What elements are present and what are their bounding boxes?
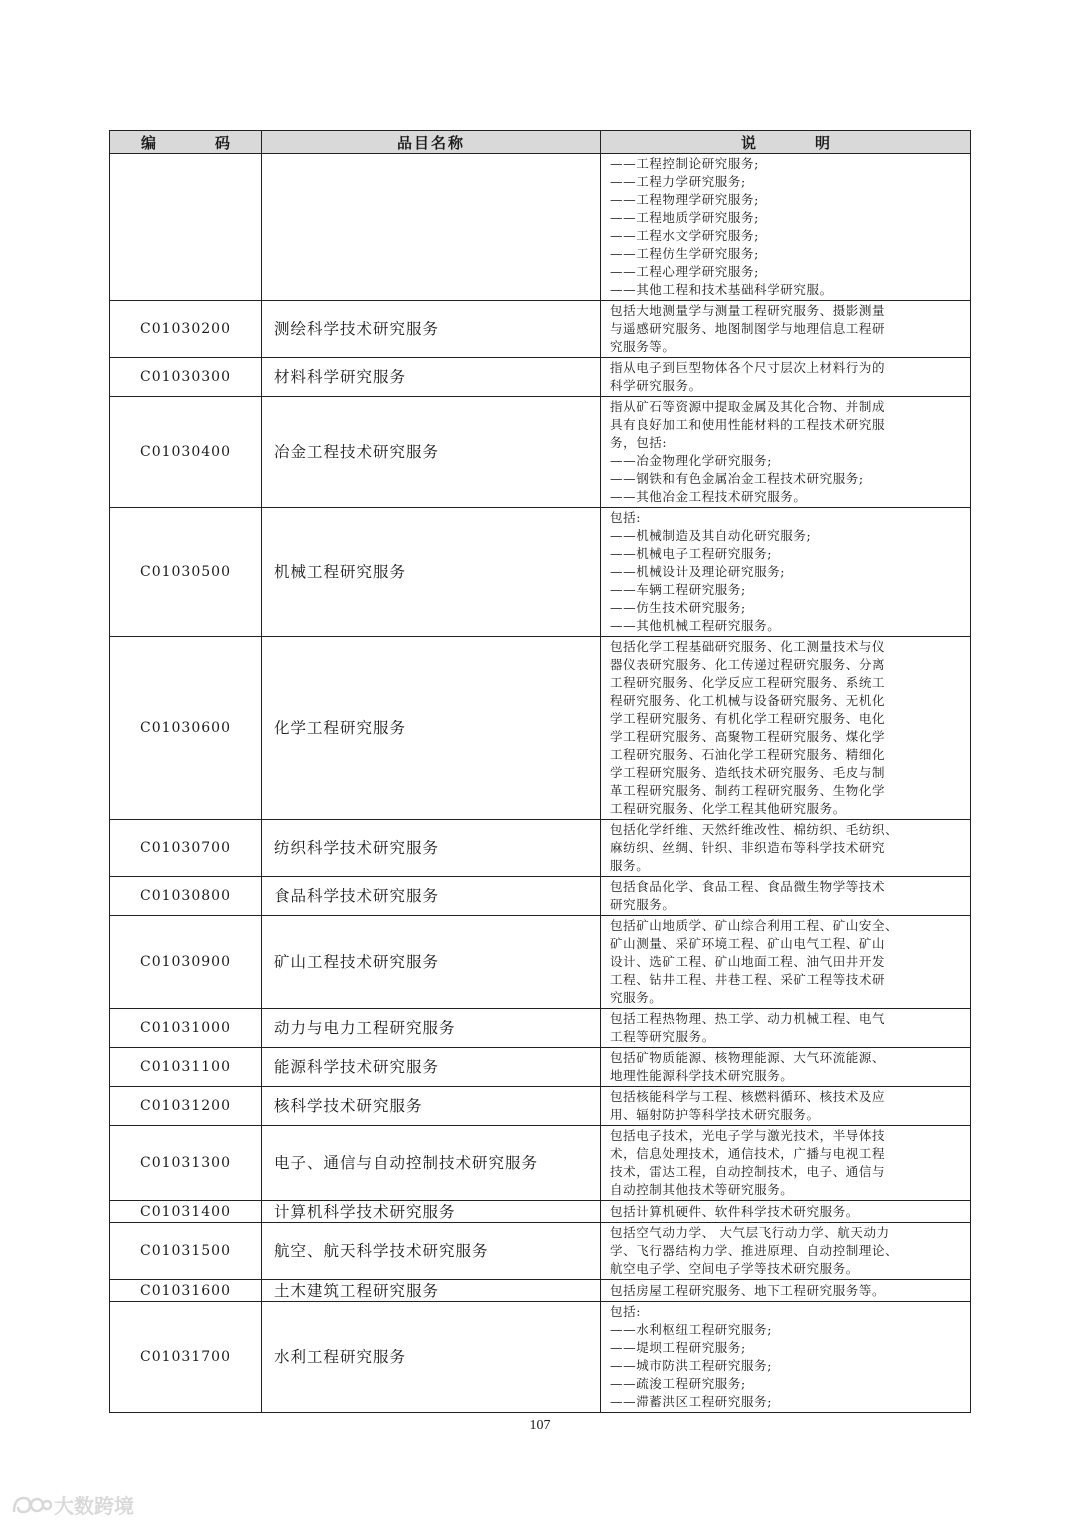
description-line: 工程研究服务、化学工程其他研究服务。 bbox=[610, 801, 846, 816]
item-name: 核科学技术研究服务 bbox=[274, 1097, 423, 1115]
description-line: ——其他机械工程研究服务。 bbox=[610, 618, 781, 633]
item-name-cell bbox=[262, 1201, 601, 1223]
description-line: 包括食品化学、食品工程、食品微生物学等技术 bbox=[610, 879, 886, 894]
description-line: ——工程心理学研究服务; bbox=[610, 264, 759, 279]
description-line: ——工程力学研究服务; bbox=[610, 174, 746, 189]
description-line: ——冶金物理化学研究服务; bbox=[610, 453, 773, 468]
description-line: 包括化学纤维、天然纤维改性、棉纺织、毛纺织、 bbox=[610, 822, 899, 837]
description-line: 工程研究服务、石油化学工程研究服务、精细化 bbox=[610, 747, 886, 762]
description-line: ——工程物理学研究服务; bbox=[610, 192, 759, 207]
item-name-cell bbox=[262, 637, 601, 820]
table-row bbox=[110, 397, 971, 508]
description-line: ——水利枢纽工程研究服务; bbox=[610, 1322, 773, 1337]
description-line: ——其他冶金工程技术研究服务。 bbox=[610, 489, 807, 504]
description-line: 包括: bbox=[610, 510, 642, 525]
item-description bbox=[601, 877, 971, 916]
description-line: 包括电子技术，光电子学与激光技术，半导体技 bbox=[610, 1128, 886, 1143]
item-name-cell bbox=[262, 358, 601, 397]
item-name-cell bbox=[262, 1280, 601, 1302]
description-line: 包括房屋工程研究服务、地下工程研究服务等。 bbox=[610, 1282, 886, 1298]
description-line: 器仪表研究服务、化工传递过程研究服务、分离 bbox=[610, 657, 886, 672]
table-row bbox=[110, 916, 971, 1009]
item-description bbox=[601, 358, 971, 397]
table-row bbox=[110, 301, 971, 358]
description-line: ——工程控制论研究服务; bbox=[610, 156, 759, 171]
item-catalog-table bbox=[109, 130, 971, 1413]
description-line: 包括空气动力学、 大气层飞行动力学、航天动力 bbox=[610, 1225, 890, 1240]
description-line: ——城市防洪工程研究服务; bbox=[610, 1358, 773, 1373]
description-line: 工程研究服务、化学反应工程研究服务、系统工 bbox=[610, 675, 886, 690]
description-line: 包括矿物质能源、核物理能源、大气环流能源、 bbox=[610, 1050, 886, 1065]
description-line: 矿山测量、采矿环境工程、矿山电气工程、矿山 bbox=[610, 936, 886, 951]
item-name-cell bbox=[262, 916, 601, 1009]
item-description bbox=[601, 916, 971, 1009]
description-line: 麻纺织、丝绸、针织、非织造布等科学技术研究 bbox=[610, 840, 886, 855]
description-line: 包括计算机硬件、软件科学技术研究服务。 bbox=[610, 1203, 859, 1219]
item-description bbox=[601, 1048, 971, 1087]
item-code: C01030900 bbox=[110, 916, 262, 1009]
item-name-cell bbox=[262, 301, 601, 358]
item-name: 土木建筑工程研究服务 bbox=[274, 1281, 440, 1300]
item-name-cell bbox=[262, 1087, 601, 1126]
item-description bbox=[601, 1087, 971, 1126]
description-line: ——工程水文学研究服务; bbox=[610, 228, 759, 243]
item-code: C01031300 bbox=[110, 1126, 262, 1201]
page-number: 107 bbox=[529, 1418, 551, 1433]
item-name: 机械工程研究服务 bbox=[274, 563, 407, 581]
table-row bbox=[110, 1201, 971, 1223]
item-name-cell bbox=[262, 508, 601, 637]
table-row bbox=[110, 877, 971, 916]
item-code: C01030500 bbox=[110, 508, 262, 637]
table-row bbox=[110, 154, 971, 301]
table-header-row bbox=[110, 131, 971, 154]
brand-logo-icon bbox=[10, 1492, 52, 1518]
description-line: ——其他工程和技术基础科学研究服。 bbox=[610, 282, 833, 297]
description-line: 究服务。 bbox=[610, 990, 663, 1005]
item-name-cell bbox=[262, 1302, 601, 1413]
description-line: ——机械设计及理论研究服务; bbox=[610, 564, 786, 579]
description-line: 包括工程热物理、热工学、动力机械工程、电气 bbox=[610, 1011, 886, 1026]
item-name: 能源科学技术研究服务 bbox=[274, 1058, 440, 1076]
table-row bbox=[110, 508, 971, 637]
header-desc: 说 明 bbox=[601, 131, 971, 154]
item-name: 材料科学研究服务 bbox=[274, 368, 407, 386]
table-row bbox=[110, 637, 971, 820]
table-body bbox=[110, 154, 971, 1413]
description-line: 指从电子到巨型物体各个尺寸层次上材料行为的 bbox=[610, 360, 886, 375]
item-code: C01030800 bbox=[110, 877, 262, 916]
description-line: 设计、选矿工程、矿山地面工程、油气田井开发 bbox=[610, 954, 886, 969]
description-line: 革工程研究服务、制药工程研究服务、生物化学 bbox=[610, 783, 886, 798]
item-code: C01030600 bbox=[110, 637, 262, 820]
description-line: ——钢铁和有色金属冶金工程技术研究服务; bbox=[610, 471, 864, 486]
item-description bbox=[601, 1302, 971, 1413]
item-code bbox=[110, 154, 262, 301]
description-line: ——车辆工程研究服务; bbox=[610, 582, 746, 597]
description-line: 包括: bbox=[610, 1304, 642, 1319]
item-name: 纺织科学技术研究服务 bbox=[274, 839, 440, 857]
description-line: 务，包括: bbox=[610, 435, 668, 450]
description-line: 工程、钻井工程、井巷工程、采矿工程等技术研 bbox=[610, 972, 886, 987]
item-code: C01031400 bbox=[110, 1201, 262, 1223]
item-description bbox=[601, 301, 971, 358]
item-name-cell bbox=[262, 877, 601, 916]
description-line: 研究服务。 bbox=[610, 897, 676, 912]
description-line: ——工程仿生学研究服务; bbox=[610, 246, 759, 261]
description-line: 工程等研究服务。 bbox=[610, 1029, 715, 1044]
description-line: 包括化学工程基础研究服务、化工测量技术与仪 bbox=[610, 639, 886, 654]
description-line: ——工程地质学研究服务; bbox=[610, 210, 759, 225]
item-description bbox=[601, 1126, 971, 1201]
item-name: 冶金工程技术研究服务 bbox=[274, 443, 440, 461]
item-name-cell bbox=[262, 154, 601, 301]
item-description bbox=[601, 397, 971, 508]
description-line: ——滞蓄洪区工程研究服务; bbox=[610, 1394, 773, 1409]
description-line: ——机械电子工程研究服务; bbox=[610, 546, 773, 561]
item-description bbox=[601, 154, 971, 301]
description-line: ——机械制造及其自动化研究服务; bbox=[610, 528, 812, 543]
table-row bbox=[110, 1223, 971, 1280]
watermark bbox=[10, 1490, 134, 1519]
item-code: C01030700 bbox=[110, 820, 262, 877]
item-code: C01031700 bbox=[110, 1302, 262, 1413]
item-description bbox=[601, 1201, 971, 1223]
description-line: 包括核能科学与工程、核燃料循环、核技术及应 bbox=[610, 1089, 886, 1104]
item-code: C01030400 bbox=[110, 397, 262, 508]
watermark-text: 大数跨境 bbox=[54, 1494, 134, 1518]
description-line: 航空电子学、空间电子学等技术研究服务。 bbox=[610, 1261, 859, 1276]
description-line: 自动控制其他技术等研究服务。 bbox=[610, 1182, 794, 1197]
item-description bbox=[601, 637, 971, 820]
item-description bbox=[601, 1223, 971, 1280]
table-row bbox=[110, 820, 971, 877]
header-name: 品目名称 bbox=[262, 131, 601, 154]
description-line: 程研究服务、化工机械与设备研究服务、无机化 bbox=[610, 693, 886, 708]
description-line: 学工程研究服务、有机化学工程研究服务、电化 bbox=[610, 711, 886, 726]
table-row bbox=[110, 1087, 971, 1126]
item-name-cell bbox=[262, 1048, 601, 1087]
description-line: 科学研究服务。 bbox=[610, 378, 702, 393]
description-line: ——疏浚工程研究服务; bbox=[610, 1376, 746, 1391]
description-line: 指从矿石等资源中提取金属及其化合物、并制成 bbox=[610, 399, 886, 414]
item-description bbox=[601, 508, 971, 637]
description-line: 服务。 bbox=[610, 858, 650, 873]
description-line: 学工程研究服务、造纸技术研究服务、毛皮与制 bbox=[610, 765, 886, 780]
item-name-cell bbox=[262, 1126, 601, 1201]
item-name: 矿山工程技术研究服务 bbox=[274, 953, 440, 971]
item-name: 航空、航天科学技术研究服务 bbox=[274, 1242, 489, 1260]
description-line: 具有良好加工和使用性能材料的工程技术研究服 bbox=[610, 417, 886, 432]
item-code: C01031100 bbox=[110, 1048, 262, 1087]
description-line: 用、辐射防护等科学技术研究服务。 bbox=[610, 1107, 820, 1122]
item-name-cell bbox=[262, 397, 601, 508]
item-code: C01031600 bbox=[110, 1280, 262, 1302]
description-line: 究服务等。 bbox=[610, 339, 676, 354]
table-row bbox=[110, 1302, 971, 1413]
item-code: C01031500 bbox=[110, 1223, 262, 1280]
item-name: 动力与电力工程研究服务 bbox=[274, 1019, 456, 1037]
item-description bbox=[601, 1280, 971, 1302]
item-description bbox=[601, 1009, 971, 1048]
item-code: C01031000 bbox=[110, 1009, 262, 1048]
description-line: 地理性能源科学技术研究服务。 bbox=[610, 1068, 794, 1083]
item-name-cell bbox=[262, 1009, 601, 1048]
table-row bbox=[110, 1009, 971, 1048]
table-row bbox=[110, 1048, 971, 1087]
description-line: 术，信息处理技术，通信技术，广播与电视工程 bbox=[610, 1146, 886, 1161]
item-name-cell bbox=[262, 820, 601, 877]
item-name: 水利工程研究服务 bbox=[274, 1348, 407, 1366]
item-name: 电子、通信与自动控制技术研究服务 bbox=[274, 1154, 539, 1172]
description-line: 学工程研究服务、高聚物工程研究服务、煤化学 bbox=[610, 729, 886, 744]
description-line: 学、飞行器结构力学、推进原理、自动控制理论、 bbox=[610, 1243, 899, 1258]
description-line: 技术，雷达工程，自动控制技术，电子、通信与 bbox=[610, 1164, 886, 1179]
description-line: 包括矿山地质学、矿山综合利用工程、矿山安全、 bbox=[610, 918, 899, 933]
item-name: 食品科学技术研究服务 bbox=[274, 887, 440, 905]
description-line: ——堤坝工程研究服务; bbox=[610, 1340, 746, 1355]
item-name: 化学工程研究服务 bbox=[274, 719, 407, 737]
item-name: 测绘科学技术研究服务 bbox=[274, 320, 440, 338]
header-code: 编 码 bbox=[110, 131, 262, 154]
description-line: 与遥感研究服务、地图制图学与地理信息工程研 bbox=[610, 321, 886, 336]
item-code: C01030300 bbox=[110, 358, 262, 397]
description-line: ——仿生技术研究服务; bbox=[610, 600, 746, 615]
description-line: 包括大地测量学与测量工程研究服务、摄影测量 bbox=[610, 303, 886, 318]
item-code: C01030200 bbox=[110, 301, 262, 358]
table-row bbox=[110, 358, 971, 397]
item-name-cell bbox=[262, 1223, 601, 1280]
table-row bbox=[110, 1126, 971, 1201]
item-description bbox=[601, 820, 971, 877]
item-code: C01031200 bbox=[110, 1087, 262, 1126]
table-row bbox=[110, 1280, 971, 1302]
item-name: 计算机科学技术研究服务 bbox=[274, 1202, 456, 1221]
